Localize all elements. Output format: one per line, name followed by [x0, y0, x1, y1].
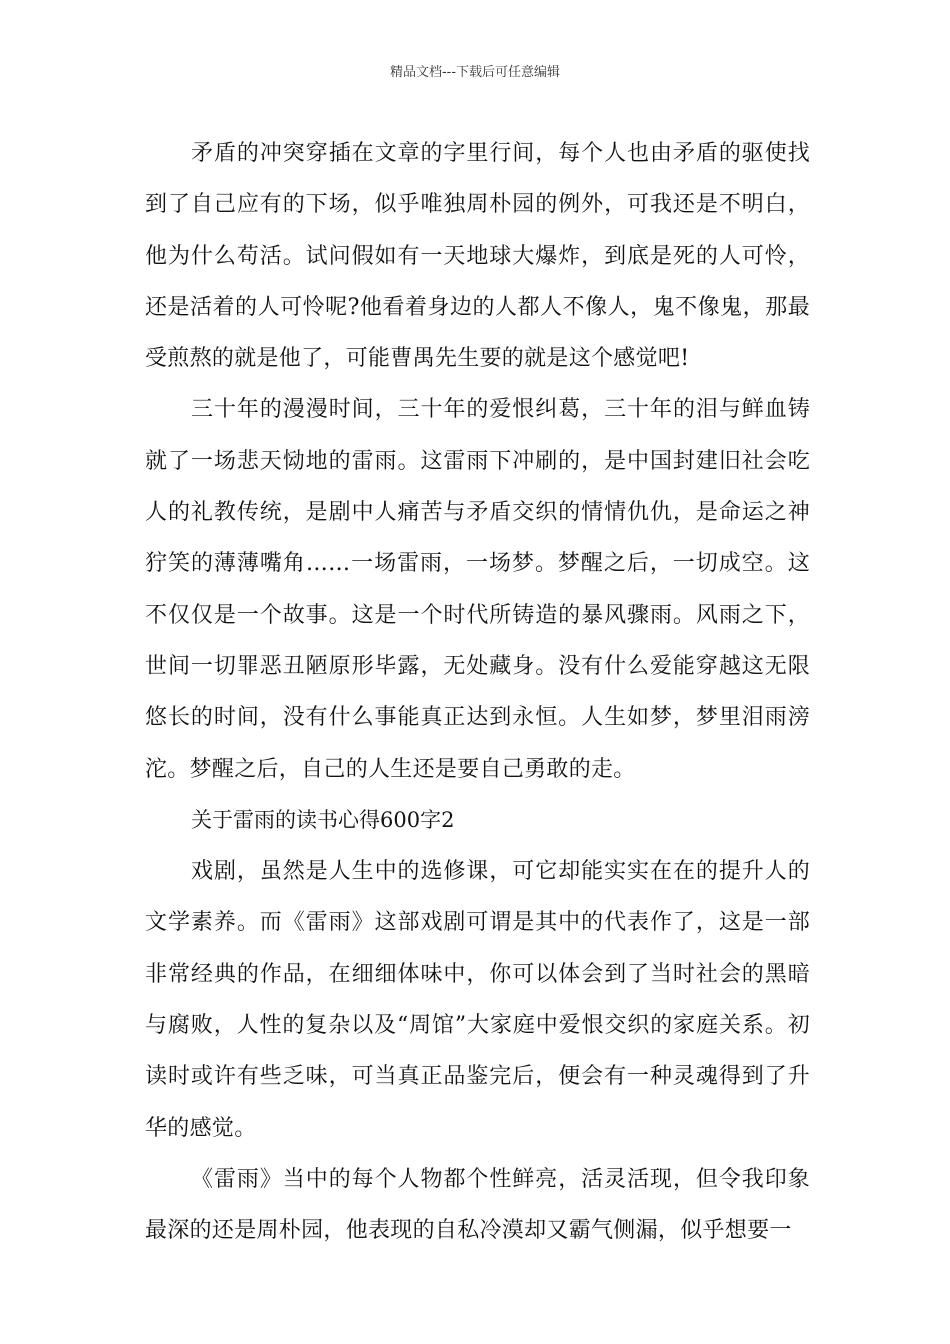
paragraph-3: 戏剧，虽然是人生中的选修课，可它却能实实在在的提升人的文学素养。而《雷雨》这部戏剧可谓是其中的代表作了，这是一部非常经典的作品，在细细体味中，你可以体会到了当时社会的黑暗与腐败，人性的复杂以及“周馆”大家庭中爱恨交织的家庭关系。初读时或许有些乏味，可当真正品鉴完后，便会有一种灵魂得到了升华的感觉。: [145, 859, 810, 1141]
page-header: 精品文档---下载后可任意编辑: [389, 65, 561, 80]
document-body: [145, 128, 810, 1257]
paragraph-4: 《雷雨》当中的每个人物都个性鲜亮，活灵活现，但令我印象最深的还是周朴园，他表现的自私冷漠却又霸气侧漏，似乎想要一: [145, 1166, 810, 1244]
section-heading: 关于雷雨的读书心得600字2: [191, 807, 455, 832]
paragraph-1: 矛盾的冲突穿插在文章的字里行间，每个人也由矛盾的驱使找到了自己应有的下场，似乎唯独周朴园的例外，可我还是不明白，他为什么苟活。试问假如有一天地球大爆炸，到底是死的人可怜，还是活着的人可怜呢?他看着身边的人都人不像人，鬼不像鬼，那最受煎熬的就是他了，可能曹禺先生要的就是这个感觉吧!: [145, 141, 810, 372]
paragraph-2: 三十年的漫漫时间，三十年的爱恨纠葛，三十年的泪与鲜血铸就了一场悲天恸地的雷雨。这雷雨下冲刷的，是中国封建旧社会吃人的礼教传统，是剧中人痛苦与矛盾交织的情情仇仇，是命运之神狞笑的薄薄嘴角……一场雷雨，一场梦。梦醒之后，一切成空。这不仅仅是一个故事。这是一个时代所铸造的暴风骤雨。风雨之下，世间一切罪恶丑陋原形毕露，无处藏身。没有什么爱能穿越这无限悠长的时间，没有什么事能真正达到永恒。人生如梦，梦里泪雨滂沱。梦醒之后，自己的人生还是要自己勇敢的走。: [145, 397, 810, 782]
